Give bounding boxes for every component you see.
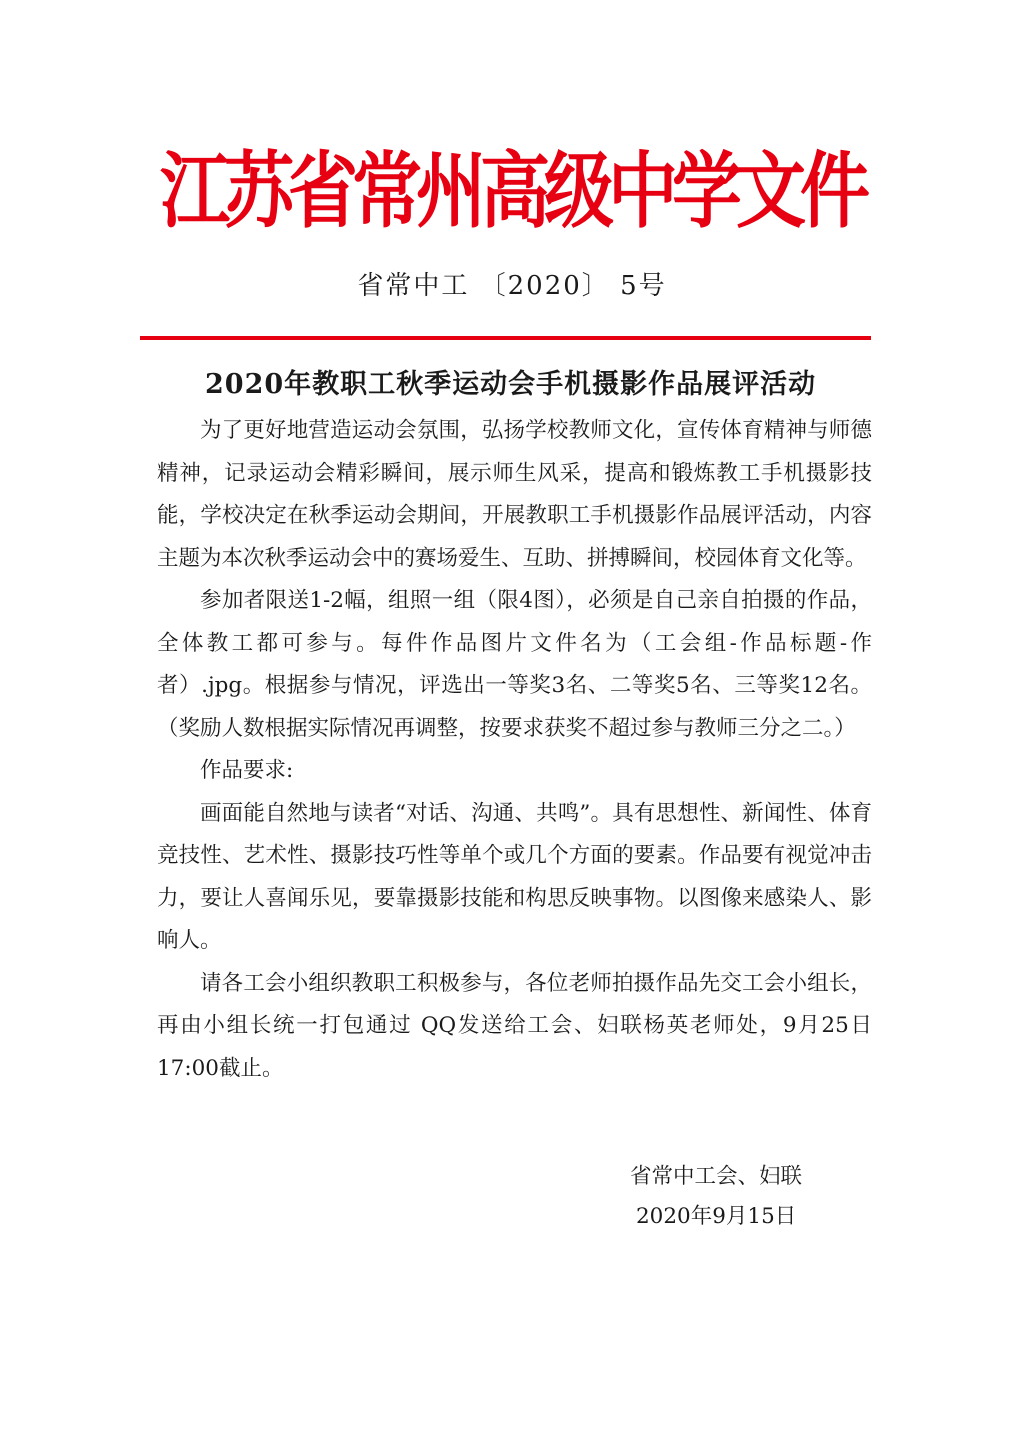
notice-body xyxy=(157,410,872,1090)
document-header-title: 江苏省常州高级中学文件 xyxy=(160,141,864,240)
signature-block xyxy=(630,1157,802,1237)
signature-date: 2020年9月15日 xyxy=(636,1204,797,1229)
document-number: 省常中工 〔2020〕 5号 xyxy=(357,271,667,301)
paragraph-purpose: 为了更好地营造运动会氛围，弘扬学校教师文化，宣传体育精神与师德精神，记录运动会精彩瞬间，展示师生风采，提高和锻炼教工手机摄影技能，学校决定在秋季运动会期间，开展教职工手机摄影作品展评活动，内容主题为本次秋季运动会中的赛场爱生、互助、拼搏瞬间，校园体育文化等。 xyxy=(157,418,872,571)
signature-issuer: 省常中工会、妇联 xyxy=(630,1164,803,1189)
notice-title: 2020年教职工秋季运动会手机摄影作品展评活动 xyxy=(205,369,817,400)
paragraph-requirements: 画面能自然地与读者“对话、沟通、共鸣”。具有思想性、新闻性、体育竞技性、艺术性、摄影技巧性等单个或几个方面的要素。作品要有视觉冲击力，要让人喜闻乐见，要靠摄影技能和构思反映事物。以图像来感染人、影响人。 xyxy=(157,800,872,953)
header-divider xyxy=(140,336,871,340)
paragraph-submission-rules: 参加者限送1-2幅，组照一组（限4图），必须是自己亲自拍摄的作品，全体教工都可参与。每件作品图片文件名为（工会组-作品标题-作者）.jpg。根据参与情况，评选出一等奖3名、二等奖5名、三等奖12名。（奖励人数根据实际情况再调整，按要求获奖不超过参与教师三分之二。） xyxy=(157,588,872,741)
paragraph-deadline: 请各工会小组织教职工积极参与，各位老师拍摄作品先交工会小组长，再由小组长统一打包通过 QQ发送给工会、妇联杨英老师处，9月25日17:00截止。 xyxy=(157,970,872,1081)
paragraph-requirements-heading: 作品要求: xyxy=(200,758,294,783)
